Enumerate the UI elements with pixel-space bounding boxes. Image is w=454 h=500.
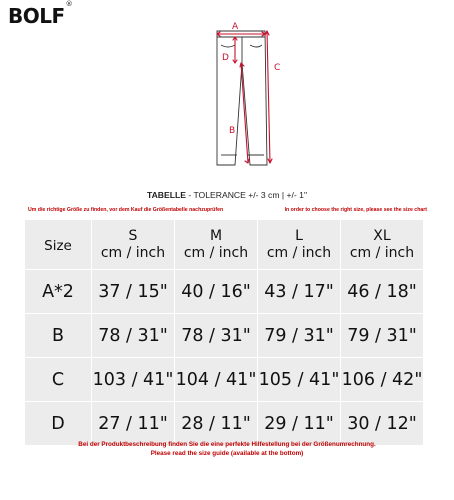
table-row-b (25, 314, 424, 358)
table-cell: 28 / 11" (175, 402, 258, 446)
size-table (24, 219, 424, 446)
table-cell: 37 / 15" (92, 270, 175, 314)
header-size-s (92, 220, 175, 270)
diagram-label-b: B (229, 126, 236, 136)
table-title-tolerance: - TOLERANCE +/- 3 cm | +/- 1" (185, 190, 307, 200)
size-name: M (209, 227, 223, 244)
header-size-m (175, 220, 258, 270)
table-header-row (25, 220, 424, 270)
brand-name: BOLF (8, 4, 65, 28)
table-cell: 79 / 31" (341, 314, 424, 358)
table-cell: 78 / 31" (92, 314, 175, 358)
table-cell: 43 / 17" (258, 270, 341, 314)
size-note-en: In order to choose the right size, please see the size chart (284, 207, 427, 213)
size-note-de: Um die richtige Größe zu finden, vor dem Kauf die Größentabelle nachzuprüfen (28, 207, 224, 213)
header-size-label: Size (44, 238, 72, 254)
footer-note-en: Please read the size guide (available at the bottom) (150, 450, 304, 457)
row-label: B (25, 314, 92, 358)
footer-note-de: Bei der Produktbeschreibung finden Sie die eine perfekte Hilfestellung bei der Größenumrechnung. (78, 441, 376, 448)
table-row-d (25, 402, 424, 446)
table-row-c (25, 358, 424, 402)
size-name: L (295, 227, 303, 244)
size-unit: cm / inch (183, 244, 249, 261)
header-size-l (258, 220, 341, 270)
pants-measurement-diagram (195, 15, 285, 167)
table-cell: 40 / 16" (175, 270, 258, 314)
table-cell: 103 / 41" (92, 358, 175, 402)
diagram-label-a: A (232, 22, 239, 32)
table-row-a (25, 270, 424, 314)
table-title (0, 190, 454, 200)
table-cell: 46 / 18" (341, 270, 424, 314)
table-cell: 104 / 41" (175, 358, 258, 402)
table-cell: 27 / 11" (92, 402, 175, 446)
table-cell: 78 / 31" (175, 314, 258, 358)
diagram-label-d: D (222, 53, 229, 63)
size-unit: cm / inch (349, 244, 415, 261)
row-label: D (25, 402, 92, 446)
table-cell: 106 / 42" (341, 358, 424, 402)
diagram-label-c: C (274, 63, 281, 73)
registered-mark: ® (65, 0, 73, 9)
row-label: C (25, 358, 92, 402)
size-unit: cm / inch (100, 244, 166, 261)
table-cell: 79 / 31" (258, 314, 341, 358)
header-size-xl (341, 220, 424, 270)
table-cell: 29 / 11" (258, 402, 341, 446)
size-name: XL (373, 227, 391, 244)
size-unit: cm / inch (266, 244, 332, 261)
table-title-bold: TABELLE (146, 190, 186, 200)
size-name: S (128, 227, 138, 244)
header-size-cell (25, 220, 92, 270)
row-label: A*2 (25, 270, 92, 314)
table-cell: 30 / 12" (341, 402, 424, 446)
brand-logo (8, 0, 73, 28)
table-cell: 105 / 41" (258, 358, 341, 402)
